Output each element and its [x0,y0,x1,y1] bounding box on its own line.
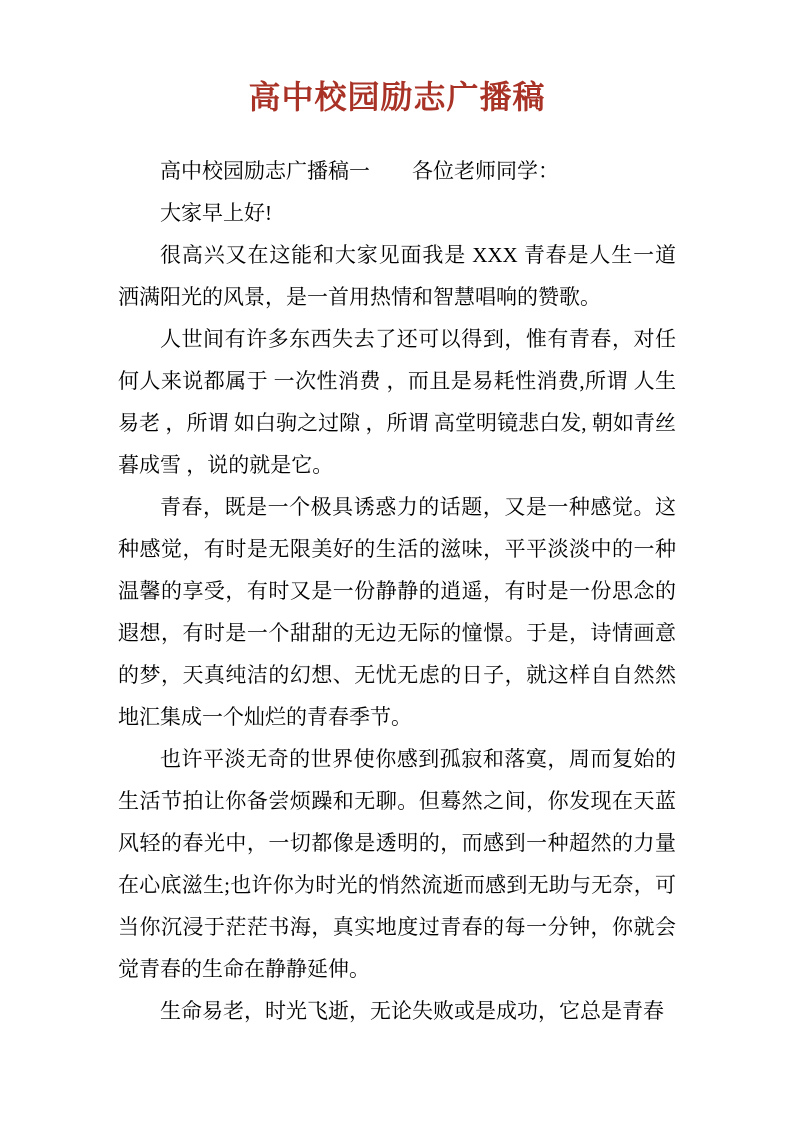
paragraph-heading-line: 高中校园励志广播稿一 各位老师同学： [160,159,559,183]
paragraph-intro: 很高兴又在这能和大家见面我是 XXX 青春是人生一道洒满阳光的风景，是一首用热情和智慧唱响的赞歌。 [118,243,676,309]
paragraph-youth-feeling: 青春，既是一个极具诱惑力的话题，又是一种感觉。这种感觉，有时是无限美好的生活的滋味，平平淡淡中的一种温馨的享受，有时又是一份静静的逍遥，有时是一份思念的遐想，有时是一个甜甜的无边无际的憧憬。于是，诗情画意的梦，天真纯洁的幻想、无忧无虑的日子，就这样自自然然地汇集成一个灿烂的青春季节。 [118,495,676,729]
paragraph-youth-consumption: 人世间有许多东西失去了还可以得到，惟有青春，对任何人来说都属于 一次性消费 ，而且是易耗性消费,所谓 人生易老 ，所谓 如白驹之过隙 ，所谓 高堂明镜悲白发, 朝如青丝暮成雪 ，说的就是它。 [118,327,676,477]
document-title: 高中校园励志广播稿 [248,79,546,115]
document-body [118,150,676,1032]
paragraph-closing-partial: 生命易老，时光飞逝，无论失败或是成功，它总是青春 [160,999,664,1023]
paragraph-youth-life: 也许平淡无奇的世界使你感到孤寂和落寞，周而复始的生活节拍让你备尝烦躁和无聊。但蓦然之间，你发现在天蓝风轻的春光中，一切都像是透明的，而感到一种超然的力量在心底滋生;也许你为时光的悄然流逝而感到无助与无奈，可当你沉浸于茫茫书海，真实地度过青春的每一分钟，你就会觉青春的生命在静静延伸。 [118,747,676,981]
paragraph-greeting: 大家早上好! [160,201,272,225]
